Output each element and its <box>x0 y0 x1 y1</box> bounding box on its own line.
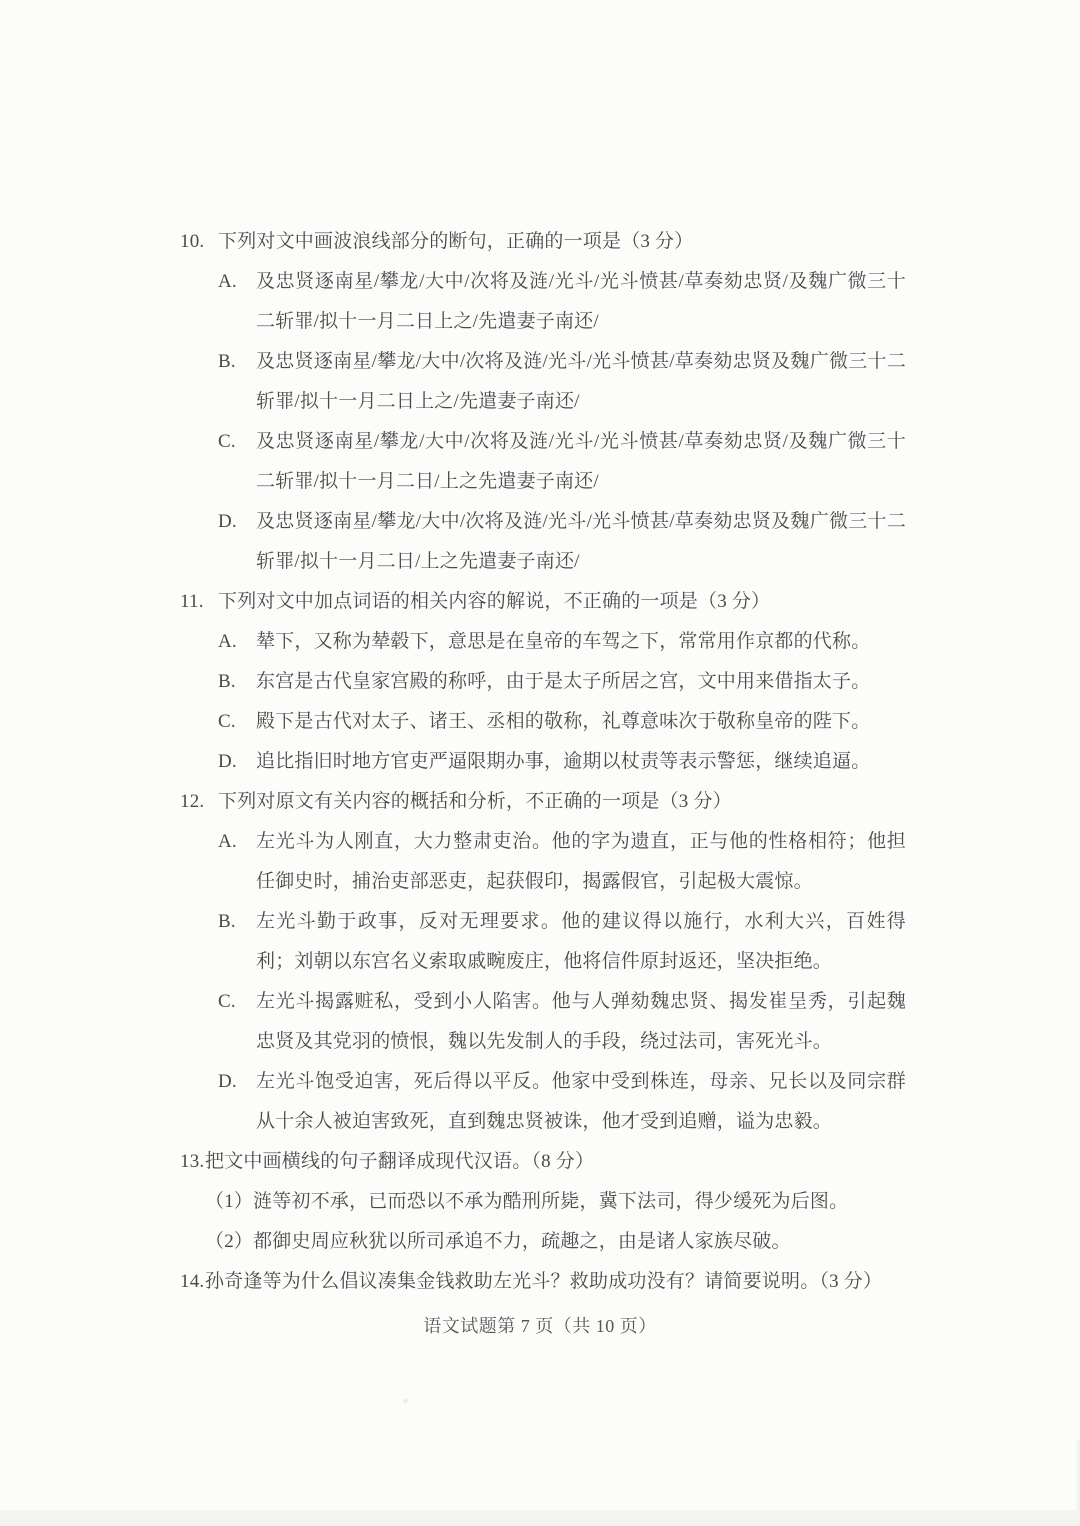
option-label: B. <box>218 671 236 692</box>
translation-item-2: （2）都御史周应秋犹以所司承追不力，疏趣之，由是诸人家族尽破。 <box>205 1231 791 1252</box>
exam-content <box>180 222 906 1302</box>
option-a <box>218 262 906 342</box>
question-number: 14. <box>180 1271 205 1292</box>
option-label: D. <box>218 751 237 772</box>
option-d <box>218 1062 906 1142</box>
question-body <box>205 1142 906 1262</box>
option-label: D. <box>218 1071 237 1092</box>
option-text: 及忠贤逐南星/攀龙/大中/次将及涟/光斗/光斗愤甚/草奏劾忠贤/及魏广微三十二斩罪/拟十一月二日上之/先遣妻子南还/ <box>256 271 906 332</box>
option-label: C. <box>218 431 236 452</box>
page-footer: 语文试题第 7 页（共 10 页） <box>423 1316 657 1336</box>
question-number: 12. <box>180 791 205 812</box>
option-c <box>218 702 906 742</box>
option-c <box>218 982 906 1062</box>
option-b <box>218 662 906 702</box>
option-label: A. <box>218 631 237 652</box>
scan-speck <box>403 1399 408 1403</box>
question-14 <box>180 1262 906 1302</box>
question-10 <box>180 222 906 582</box>
translation-item-1: （1）涟等初不承，已而恐以不承为酷刑所毙，冀下法司，得少缓死为后图。 <box>205 1191 849 1212</box>
option-text: 左光斗为人刚直，大力整肃吏治。他的字为遗直，正与他的性格相符；他担任御史时，捕治吏部恶吏，起获假印，揭露假官，引起极大震惊。 <box>256 831 906 892</box>
question-stem: 下列对文中加点词语的相关内容的解说，不正确的一项是（3 分） <box>218 591 771 612</box>
question-11 <box>180 582 906 782</box>
question-body <box>218 222 906 582</box>
question-number: 11. <box>180 591 204 612</box>
question-number: 10. <box>180 231 205 252</box>
option-b <box>218 342 906 422</box>
scan-edge-shadow <box>0 1510 1080 1526</box>
option-text: 及忠贤逐南星/攀龙/大中/次将及涟/光斗/光斗愤甚/草奏劾忠贤及魏广微三十二斩罪/拟十一月二日上之/先遣妻子南还/ <box>256 351 906 412</box>
question-body <box>218 782 906 1142</box>
option-d <box>218 742 906 782</box>
option-text: 殿下是古代对太子、诸王、丞相的敬称，礼尊意味次于敬称皇帝的陛下。 <box>256 711 871 732</box>
option-text: 及忠贤逐南星/攀龙/大中/次将及涟/光斗/光斗愤甚/草奏劾忠贤/及魏广微三十二斩罪/拟十一月二日/上之先遣妻子南还/ <box>256 431 906 492</box>
option-label: B. <box>218 351 236 372</box>
question-body <box>218 582 906 782</box>
question-stem: 孙奇逢等为什么倡议凑集金钱救助左光斗？救助成功没有？请简要说明。（3 分） <box>205 1271 883 1292</box>
question-stem: 把文中画横线的句子翻译成现代汉语。（8 分） <box>205 1151 595 1172</box>
option-text: 左光斗勤于政事，反对无理要求。他的建议得以施行，水利大兴，百姓得利；刘朝以东宫名义索取戚畹废庄，他将信件原封返还，坚决拒绝。 <box>256 911 906 972</box>
option-text: 东宫是古代皇家宫殿的称呼，由于是太子所居之宫，文中用来借指太子。 <box>256 671 871 692</box>
option-text: 左光斗饱受迫害，死后得以平反。他家中受到株连，母亲、兄长以及同宗群从十余人被迫害致死，直到魏忠贤被诛，他才受到追赠，谥为忠毅。 <box>256 1071 906 1132</box>
option-a <box>218 822 906 902</box>
option-label: C. <box>218 991 236 1012</box>
option-label: A. <box>218 831 237 852</box>
option-label: C. <box>218 711 236 732</box>
option-text: 左光斗揭露赃私，受到小人陷害。他与人弹劾魏忠贤、揭发崔呈秀，引起魏忠贤及其党羽的愤恨，魏以先发制人的手段，绕过法司，害死光斗。 <box>256 991 906 1052</box>
option-c <box>218 422 906 502</box>
option-b <box>218 902 906 982</box>
question-body <box>205 1262 906 1302</box>
question-number: 13. <box>180 1151 205 1172</box>
question-stem: 下列对文中画波浪线部分的断句，正确的一项是（3 分） <box>218 231 694 252</box>
option-label: A. <box>218 271 237 292</box>
option-text: 辇下，又称为辇毂下，意思是在皇帝的车驾之下，常常用作京都的代称。 <box>256 631 871 652</box>
option-text: 追比指旧时地方官吏严逼限期办事，逾期以杖责等表示警惩，继续追逼。 <box>256 751 871 772</box>
option-label: D. <box>218 511 237 532</box>
option-d <box>218 502 906 582</box>
option-label: B. <box>218 911 236 932</box>
question-stem: 下列对原文有关内容的概括和分析，不正确的一项是（3 分） <box>218 791 732 812</box>
question-13 <box>180 1142 906 1262</box>
option-a <box>218 622 906 662</box>
question-12 <box>180 782 906 1142</box>
option-text: 及忠贤逐南星/攀龙/大中/次将及涟/光斗/光斗愤甚/草奏劾忠贤及魏广微三十二斩罪/拟十一月二日/上之先遣妻子南还/ <box>256 511 906 572</box>
